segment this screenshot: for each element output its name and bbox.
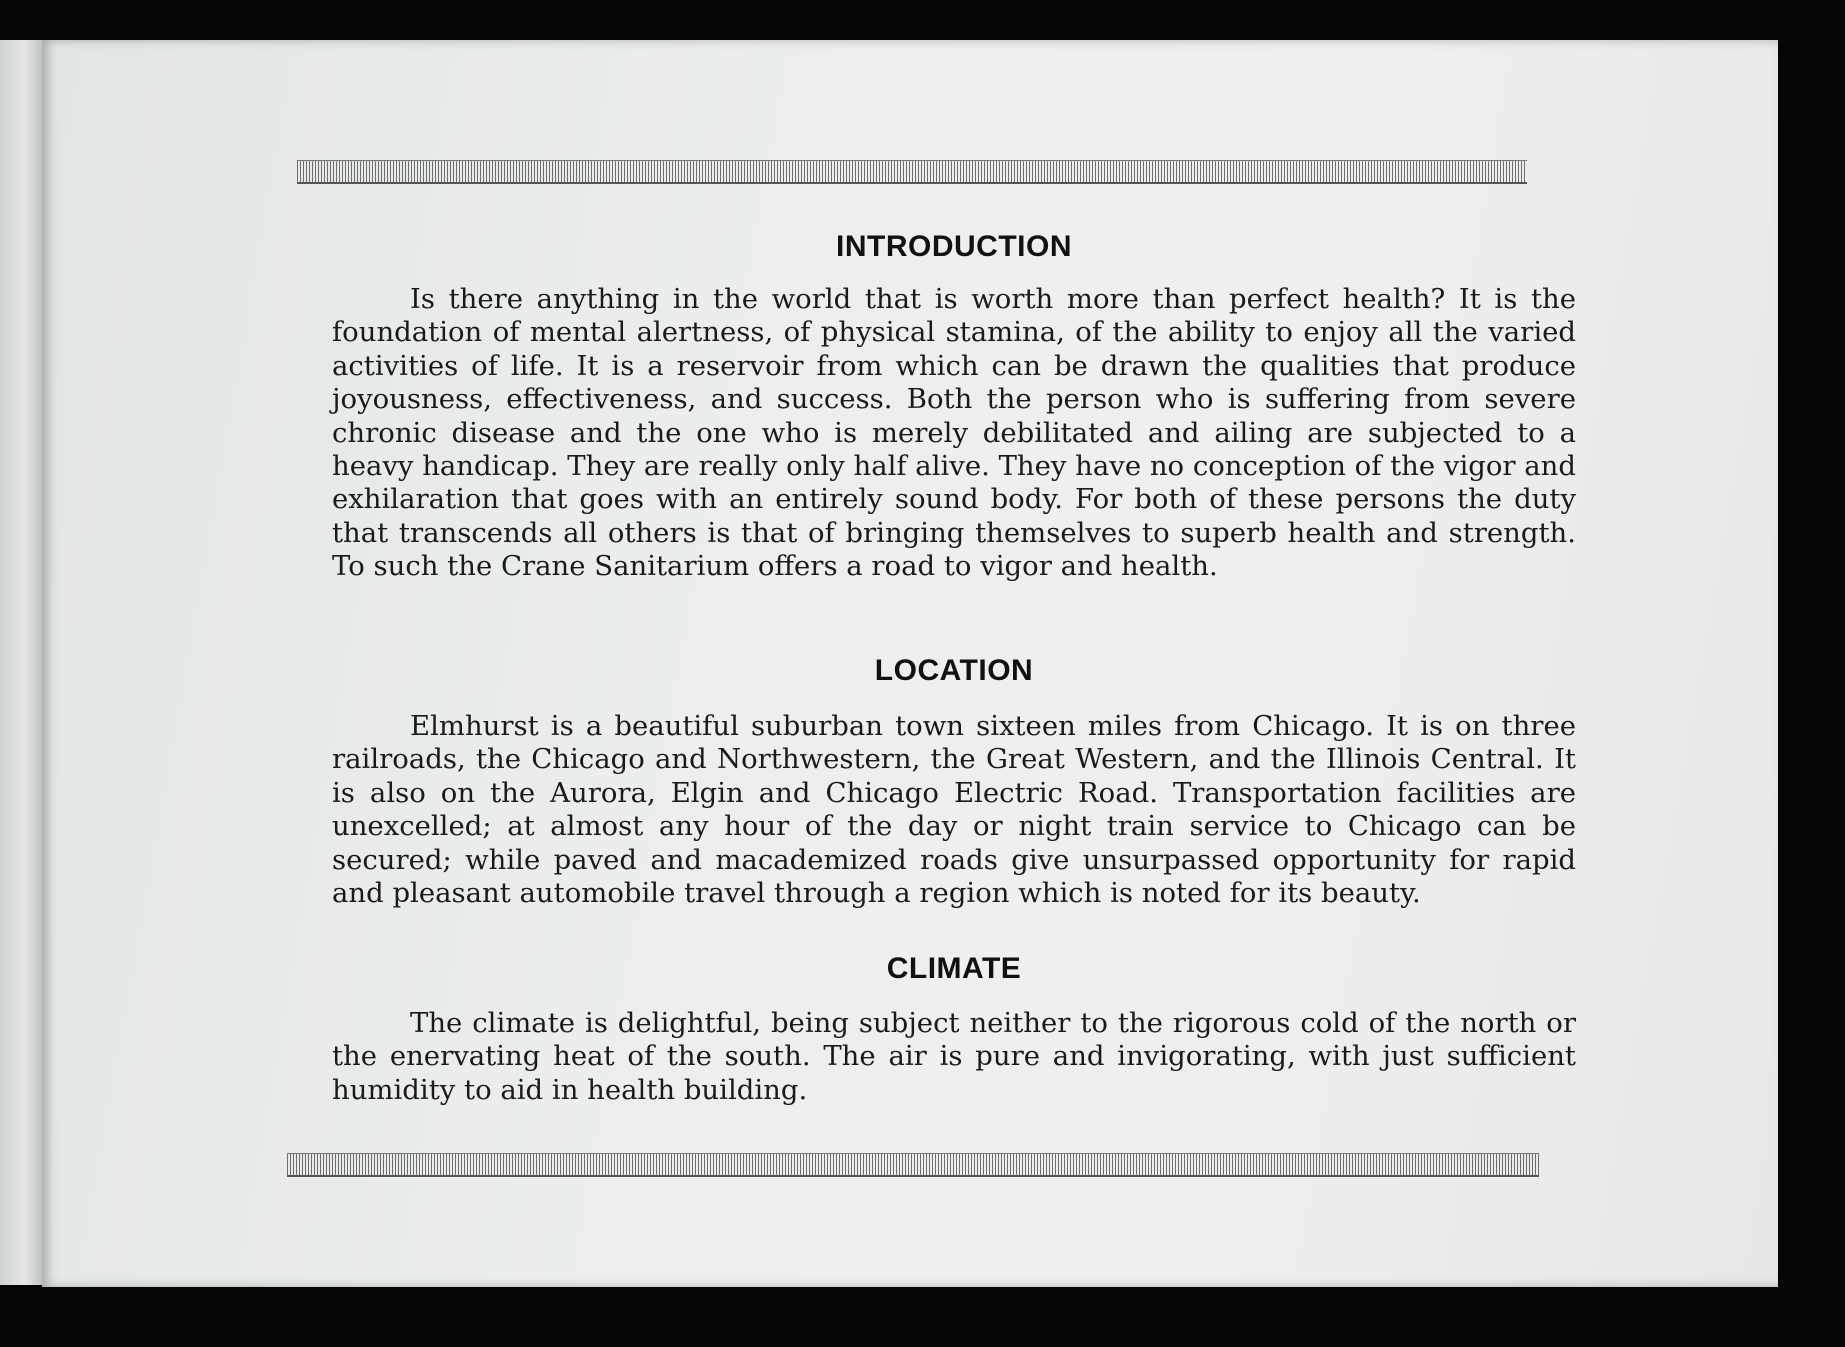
heading-introduction: INTRODUCTION (836, 230, 1072, 263)
heading-climate: CLIMATE (886, 952, 1022, 985)
booklet-page (42, 40, 1778, 1287)
top-decorative-rule (297, 160, 1527, 184)
introduction-text (332, 283, 1576, 584)
heading-location: LOCATION (874, 654, 1034, 687)
climate-text (332, 1007, 1576, 1107)
climate-paragraph: The climate is delightful, being subject neither to the rigorous cold of the north or the enervating heat of the south. The air is pure and invigorating, with just sufficient humidity to aid in health building. (332, 1007, 1576, 1106)
introduction-paragraph: Is there anything in the world that is worth more than perfect health? It is the foundation of mental alertness, of physical stamina, of the ability to enjoy all the varied activities of life. It is a reservoir from which can be drawn the qualities that produce joyousness, effectiveness, and success. Both the person who is suffering from severe chronic disease and the one who is merely debilitated and ailing are subjected to a heavy handicap. They are really only half alive. They have no conception of the vigor and exhilaration that goes with an entirely sound body. For both of these persons the duty that transcends all others is that of bringing themselves to superb health and strength. To such the Crane Sanitarium offers a road to vigor and health. (332, 283, 1576, 583)
location-text (332, 710, 1576, 910)
location-paragraph: Elmhurst is a beautiful suburban town sixteen miles from Chicago. It is on three railroads, the Chicago and Northwestern, the Great Western, and the Illinois Central. It is also on the Aurora, Elgin and Chicago Electric Road. Transportation facilities are unexcelled; at almost any hour of the day or night train service to Chicago can be secured; while paved and macademized roads give unsurpassed opportunity for rapid and pleasant automobile travel through a region which is noted for its beauty. (332, 710, 1576, 910)
facing-page-edge (0, 40, 42, 1285)
bottom-decorative-rule (287, 1153, 1539, 1177)
